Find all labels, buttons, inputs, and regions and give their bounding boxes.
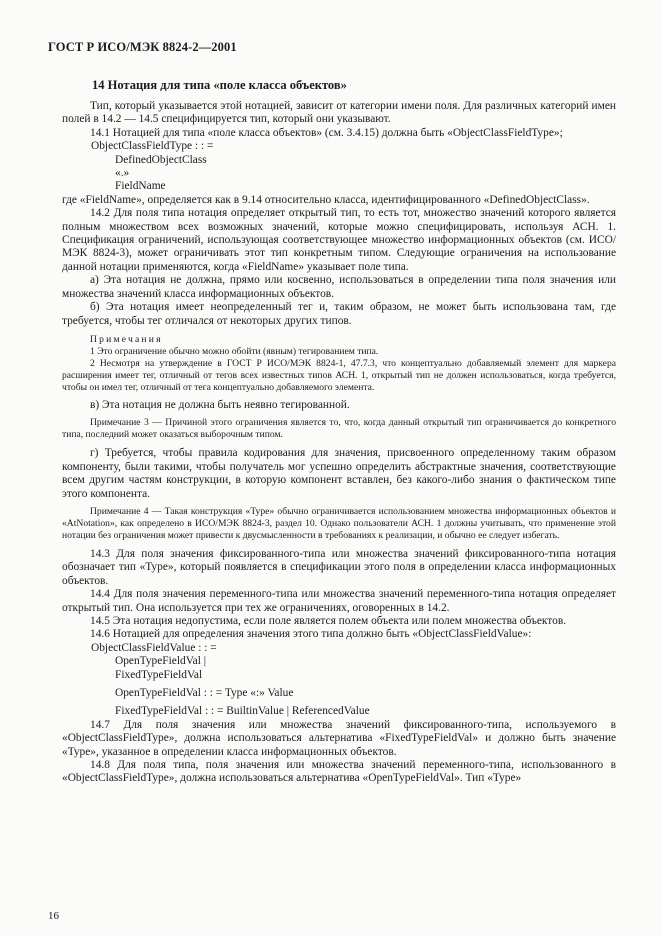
paragraph: 14.7 Для поля значения или множества значений фиксированного-типа, используемого в «ObjectClassFieldType», должна использоваться альтернатива «FixedTypeFieldVal» и должно быть значение «Type», указанное в определении класса информационных объектов. (62, 718, 616, 758)
syntax-line: OpenTypeFieldVal : : = Type «:» Value (115, 687, 294, 699)
syntax-line: ObjectClassFieldType : : = (91, 140, 214, 153)
paragraph: в) Эта нотация не должна быть неявно тегированной. (90, 398, 350, 411)
paragraph: 14.3 Для поля значения фиксированного-типа или множества значений фиксированного-типа нотация обозначает тип «Type», который появляется в спецификации этого поля в определении класса информационных объектов. (62, 547, 616, 587)
paragraph: 14.5 Эта нотация недопустима, если поле является полем объекта или полем множества объектов. (90, 614, 567, 627)
paragraph: Тип, который указывается этой нотацией, зависит от категории имени поля. Для различных категорий имен полей в 14.2 — 14.5 специфицируется тип, который они указывают. (62, 100, 616, 126)
syntax-line: DefinedObjectClass (115, 153, 207, 166)
page-number: 16 (48, 910, 59, 922)
document-body (62, 100, 616, 786)
syntax-line: FieldName (115, 180, 166, 193)
syntax-line: ObjectClassFieldValue : : = (91, 641, 217, 654)
syntax-line: OpenTypeFieldVal | (115, 655, 207, 668)
syntax-line: FixedTypeFieldVal (115, 668, 203, 681)
section-title: 14 Нотация для типа «поле класса объектов» (92, 78, 347, 92)
note-text: 2 Несмотря на утверждение в ГОСТ Р ИСО/МЭК 8824-1, 47.7.3, что концептуально добавляемый элемент для маркера расширения имеет тег, отличный от тегов всех известных типов АСН. 1, открытый тип не должен использоваться, когда требуется, чтобы он имел тег, отличный от тега концептуально добавляемого элемента. (62, 357, 616, 393)
paragraph: а) Эта нотация не должна, прямо или косвенно, использоваться в определении типа поля значения или множества значений класса информационных объектов. (62, 274, 616, 300)
paragraph: 14.1 Нотацией для типа «поле класса объектов» (см. 3.4.15) должна быть «ObjectClassFieldType»; (90, 126, 563, 139)
running-header: ГОСТ Р ИСО/МЭК 8824-2—2001 (48, 40, 237, 54)
note-text: Примечания (90, 333, 163, 345)
paragraph: б) Эта нотация имеет неопределенный тег и, таким образом, не может быть использована там, где требуется, чтобы тег отличался от некоторых других типов. (62, 301, 616, 327)
note-text: Примечание 3 — Причиной этого ограничения является то, что, когда данный открытый тип ограничивается до конкретного типа, последний может оказаться выборочным типом. (62, 417, 616, 441)
note-text: Примечание 4 — Такая конструкция «Type» обычно ограничивается использованием множества информационных объектов и «AtNotation», как определено в ИСО/МЭК 8824-3, раздел 10. Однако пользователи АСН. 1 должны учитывать, что применение этой нотации без ограничения может привести к двусмысленности в требованиях к реализации, и обычно ее следует избегать. (62, 505, 616, 541)
syntax-line: FixedTypeFieldVal : : = BuiltinValue | ReferencedValue (115, 705, 370, 718)
note-text: 1 Это ограничение обычно можно обойти (явным) тегированием типа. (90, 345, 379, 357)
paragraph: г) Требуется, чтобы правила кодирования для значения, присвоенного определенному таким образом компоненту, были такими, чтобы получатель мог успешно определить абстрактные значения, соответствующие всем другим частям конструкции, в которую компонент вставлен, без какого-либо знания о фактическом типе этого компонента. (62, 447, 616, 500)
paragraph: 14.8 Для поля типа, поля значения или множества значений переменного-типа, использованного в «ObjectClassFieldType», должна использоваться альтернатива «OpenTypeFieldVal». Тип «Type» (62, 759, 616, 785)
paragraph: 14.2 Для поля типа нотация определяет открытый тип, то есть тот, множество значений которого является полным множеством всех возможных значений, которые можно специфицировать, используя АСН. 1. Спецификация ограничений, использующая соответствующее множество информационных объектов (см. ИСО/МЭК 8824-3), может ограничивать этот тип конкретным типом. Следующие ограничения на использование данной нотации применяются, когда «FieldName» указывает поле типа. (62, 207, 616, 273)
paragraph: 14.6 Нотацией для определения значения этого типа должно быть «ObjectClassFieldValue»: (90, 628, 532, 641)
paragraph: где «FieldName», определяется как в 9.14 относительно класса, идентифицированного «DefinedObjectClass». (62, 193, 590, 206)
syntax-line: «.» (115, 167, 130, 180)
paragraph: 14.4 Для поля значения переменного-типа или множества значений переменного-типа нотация определяет открытый тип. Она используется при тех же ограничениях, оговоренных в 14.2. (62, 588, 616, 614)
